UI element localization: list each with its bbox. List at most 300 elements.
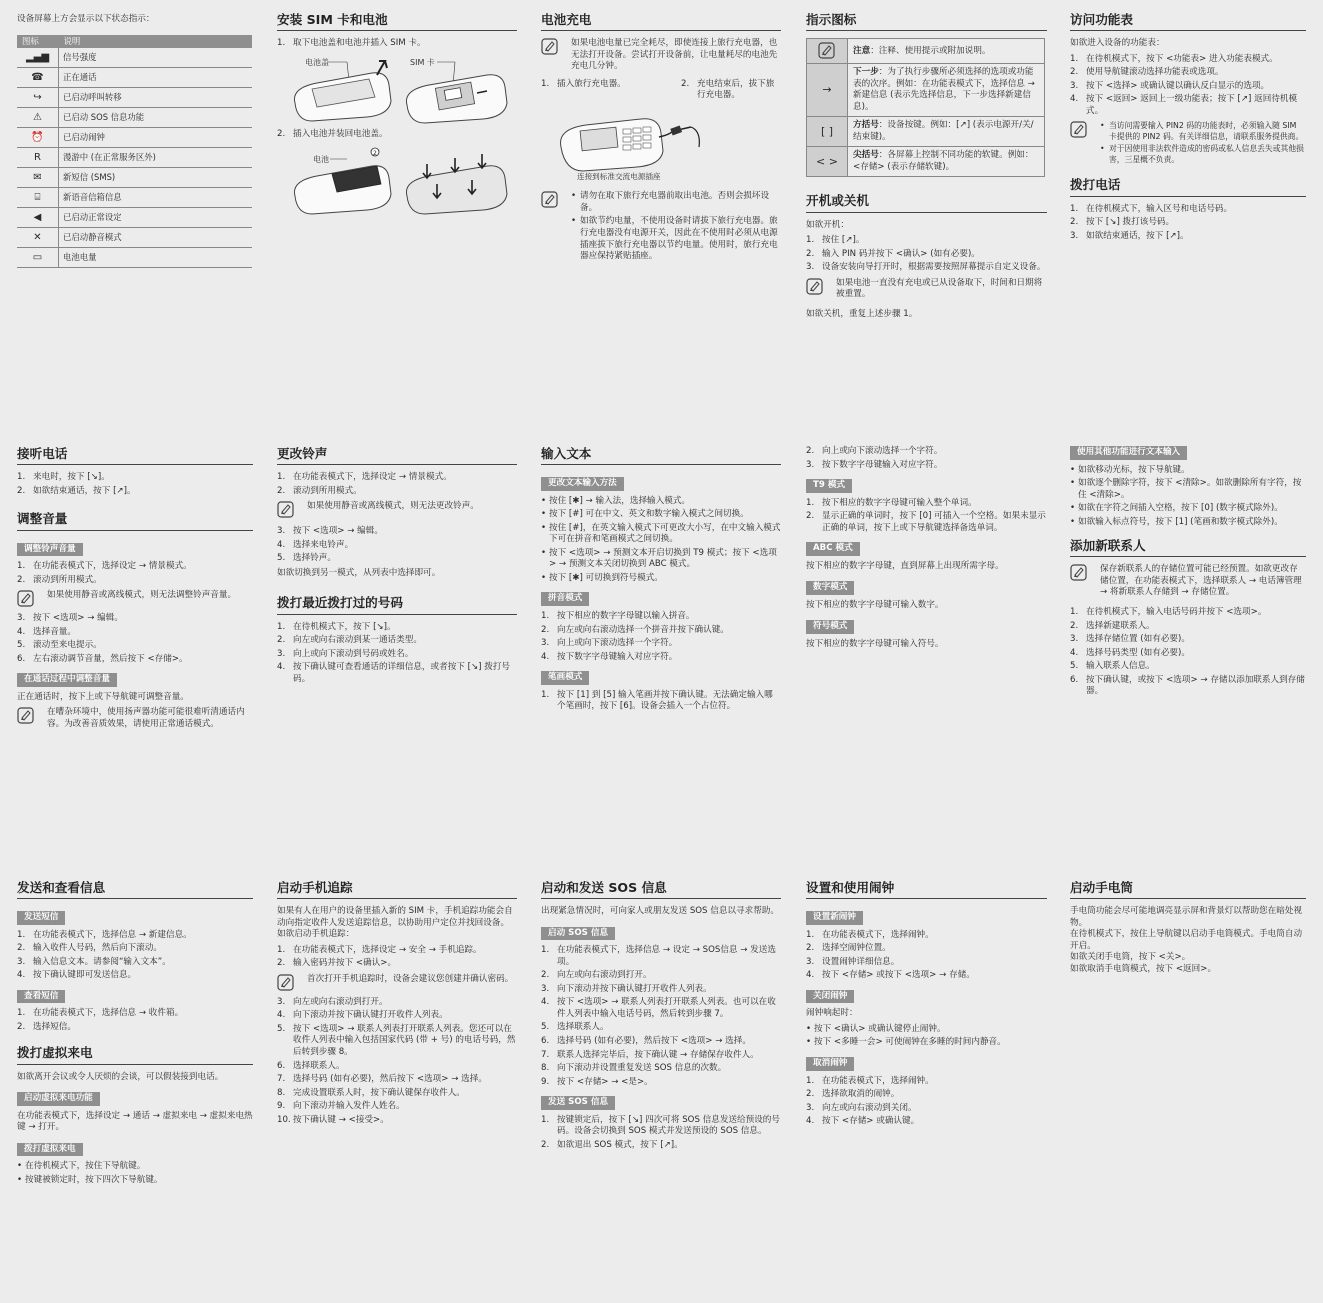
pinyin-step-text: 按下数字字母键输入对应字符。 (557, 651, 678, 662)
note-icon (541, 191, 561, 208)
other-text: 如欲移动光标，按下导航键。 (1078, 464, 1190, 475)
menu-steps (1070, 54, 1306, 118)
note-icon (17, 707, 37, 724)
number-text: 按下相应的数字字母键可输入数字。 (806, 599, 944, 610)
alarm-sub-stop: 关闭闹钟 (806, 990, 854, 1004)
t9-step: 2. 显示正确的单词时，按下 [0] 可插入一个空格。如果未显示正确的单词，按下上或下导航键选择备选单词。 (806, 511, 1046, 533)
sos-step-text: 向左或向右滚动到打开。 (557, 970, 652, 981)
stroke-step-text: 按下数字字母键输入对应字符。 (822, 459, 943, 470)
msg-send-step: 1. 在功能表模式下，选择信息 → 新建信息。 (17, 929, 192, 940)
sos-send-text: 如欲退出 SOS 模式，按下 [↗]。 (557, 1139, 683, 1150)
symbol-text: 按下相应的数字字母键可输入符号。 (806, 638, 944, 649)
fake-intro: 如欲离开会议或令人厌烦的会谈，可以假装接到电话。 (17, 1071, 224, 1082)
alarm-stop-item: • 按下 <多睡一会> 可使闹钟在多睡的时间内静音。 (806, 1037, 1006, 1048)
volume-note-2 (17, 707, 253, 730)
msg-sub-send: 发送短信 (17, 911, 65, 925)
voicemail-icon: ⌸ (17, 187, 59, 207)
indicator-lead: 尖括号 (853, 150, 879, 161)
power-step-text: 输入 PIN 码并按下 <确认> (如有必要)。 (822, 248, 980, 259)
volume-step: 6. 左右滚动调节音量，然后按下 <存储>。 (17, 653, 188, 664)
status-label: 已启动呼叫转移 (59, 87, 253, 107)
tracker-step: 10. 按下确认键 → <接受>。 (277, 1114, 389, 1125)
pinyin-step-text: 向上或向下滚动选择一个字符。 (557, 638, 678, 649)
sim-step-1-text: 取下电池盖和电池并插入 SIM 卡。 (293, 38, 426, 49)
fake-list (17, 1161, 253, 1186)
messages-fakecall-section (17, 880, 253, 1189)
torch-title: 启动手电筒 (1070, 880, 1306, 899)
sos-step: 2. 向左或向右滚动到打开。 (541, 970, 652, 981)
status-col-desc: 说明 (59, 35, 253, 48)
tracker-step: 8. 完成设置联系人时，按下确认键保存收件人。 (277, 1087, 465, 1098)
pinyin-step: 3. 向上或向下滚动选择一个字符。 (541, 638, 678, 649)
ringtone-step: 4. 选择来电铃声。 (277, 539, 354, 550)
fake-item: • 在待机模式下，按住下导航键。 (17, 1161, 146, 1172)
alarm-set-text: 设置闹钟详细信息。 (822, 956, 900, 967)
alarm-set-text: 在功能表模式下，选择闹钟。 (822, 929, 934, 940)
other-contact-section (1070, 446, 1306, 701)
battery-charge-section (541, 12, 781, 271)
flashlight-section (1070, 880, 1306, 975)
sos-send-text: 按键锁定后，按下 [↘] 四次可将 SOS 信息发送给预设的号码。设备会切换到 SOS 模式并发送预设的 SOS 信息。 (557, 1114, 780, 1137)
call-divert-icon: ↪ (17, 87, 59, 107)
contact-title: 添加新联系人 (1070, 538, 1306, 557)
alarm-set-steps (806, 930, 1047, 982)
status-intro: 设备屏幕上方会显示以下状态指示： (17, 14, 155, 24)
ringtone-step-text: 按下 <选项> → 编辑。 (293, 526, 383, 537)
tracker-step-text: 向左或向右滚动到打开。 (293, 996, 388, 1007)
text-input-continued-section (806, 446, 1047, 654)
recent-step: 3. 向上或向下滚动到号码或姓名。 (277, 648, 414, 659)
recent-step: 2. 向左或向右滚动到某一通话类型。 (277, 635, 422, 646)
volume-step-text: 滚动至来电提示。 (33, 640, 102, 651)
call-step: 1. 在待机模式下，输入区号和电话号码。 (1070, 203, 1233, 214)
volume-title: 调整音量 (17, 511, 253, 530)
contact-step: 3. 选择存储位置 (如有必要)。 (1070, 634, 1190, 645)
volume-note-1-text: 如果使用静音或离线模式，则无法调整铃声音量。 (47, 590, 237, 601)
tracker-step-text: 向下滚动并按下确认键打开收件人列表。 (293, 1010, 448, 1021)
tracker-title: 启动手机追踪 (277, 880, 517, 899)
msg-view-step: 1. 在功能表模式下，选择信息 → 收件箱。 (17, 1008, 184, 1019)
status-table (17, 35, 252, 268)
contact-step-text: 在待机模式下，输入电话号码并按下 <选项>。 (1086, 607, 1267, 617)
power-note-text: 如果电池一直没有充电或已从设备取下，时间和日期将被重置。 (836, 277, 1043, 300)
status-label: 信号强度 (59, 48, 253, 68)
fake-text: 按键被锁定时，按下四次下导航键。 (25, 1174, 163, 1185)
menu-step-text: 按下 <选择> 或确认键以确认反白显示的选项。 (1086, 80, 1270, 91)
other-text: 如欲在字符之间插入空格，按下 [0] (数字模式除外)。 (1078, 503, 1283, 514)
tracker-step: 6. 选择联系人。 (277, 1060, 345, 1071)
sim-step-1: 1. 取下电池盖和电池并插入 SIM 卡。 (277, 38, 426, 49)
answer-steps (17, 472, 253, 497)
sos-step-text: 选择联系人。 (557, 1022, 609, 1033)
status-col-icon: 图标 (17, 35, 59, 48)
cover-label: 电池盖 (305, 57, 329, 67)
svg-text:2: 2 (373, 149, 377, 157)
answer-step-text: 来电时，按下 [↘]。 (33, 472, 110, 483)
tracker-step-text: 在功能表模式下，选择设定 → 安全 → 手机追踪。 (293, 944, 482, 955)
power-step: 3. 设备安装向导打开时，根据需要按照屏幕提示自定义设备。 (806, 262, 1046, 273)
recent-title: 拨打最近拨打过的号码 (277, 595, 517, 614)
pinyin-step: 4. 按下数字字母键输入对应字符。 (541, 651, 678, 662)
msg-send-step: 4. 按下确认键即可发送信息。 (17, 970, 137, 981)
stroke-steps (541, 690, 781, 713)
status-label: 已启动正常设定 (59, 207, 253, 227)
sos-step-text: 在功能表模式下，选择信息 → 设定 → SOS信息 → 发送选项。 (557, 945, 776, 967)
text-sub-change: 更改文本输入方法 (541, 477, 624, 491)
torch-line: 如欲取消手电筒模式，按下 <返回>。 (1070, 963, 1217, 974)
recent-step: 1. 在待机模式下，按下 [↘]。 (277, 621, 396, 632)
sos-step: 3. 向下滚动并按下确认键打开收件人列表。 (541, 983, 712, 994)
tracker-note-text: 首次打开手机追踪时，设备会建议您创建并确认密码。 (307, 973, 514, 984)
recent-step-text: 向上或向下滚动到号码或姓名。 (293, 648, 414, 659)
t9-step: 1. 按下相应的数字字母键可输入整个单词。 (806, 497, 977, 508)
sos-steps-1 (541, 945, 781, 1088)
ringtone-note (277, 501, 517, 518)
volume-step-text: 按下 <选项> → 编辑。 (33, 613, 123, 624)
ringtone-steps-2 (277, 526, 517, 565)
ringtone-recent-section (277, 446, 517, 688)
ringtone-step-text: 在功能表模式下，选择设定 → 情景模式。 (293, 472, 452, 483)
menu-intro: 如欲进入设备的功能表： (1070, 38, 1165, 49)
status-label: 已启动闹钟 (59, 127, 253, 147)
indicator-lead: 注意 (853, 45, 871, 56)
note-icon (806, 278, 826, 295)
sim-label: SIM 卡 (410, 57, 435, 67)
sos-step-text: 联系人选择完毕后，按下确认键 → 存储保存收件人。 (557, 1049, 759, 1060)
volume-note-1 (17, 590, 253, 607)
contact-step-text: 选择新建联系人。 (1086, 620, 1155, 631)
normal-profile-icon: ◀ (17, 207, 59, 227)
ringtone-outro: 如欲切换到另一模式，从列表中选择即可。 (277, 567, 441, 578)
stroke-step-text: 按下 [1] 到 [5] 输入笔画并按下确认键。无法确定输入哪个笔画时，按下 [6]。设备会插入一个占位符。 (557, 689, 773, 712)
menu-title: 访问功能表 (1070, 12, 1306, 31)
abc-text: 按下相应的数字字母键，直到屏幕上出现所需字母。 (806, 560, 1004, 571)
sos-step: 4. 按下 <选项> → 联系人列表打开联系人列表。也可以在收件人列表中输入电话号码，然后转到步骤 7。 (541, 997, 776, 1019)
call-step-text: 按下 [↘] 拨打该号码。 (1086, 217, 1175, 228)
contact-step: 2. 选择新建联系人。 (1070, 620, 1155, 631)
sos-title: 启动和发送 SOS 信息 (541, 880, 781, 899)
sos-step-text: 向下滚动并按下确认键打开收件人列表。 (557, 983, 712, 994)
contact-step: 1. 在待机模式下，输入电话号码并按下 <选项>。 (1070, 607, 1267, 617)
volume-note-2-text: 在嘈杂环境中，使用扬声器功能可能很难听清通话内容。为改善音质效果，请使用正常通话模式。 (47, 707, 245, 729)
tracker-step-text: 选择号码 (如有必要)，然后按下 <选项> → 选择。 (293, 1074, 487, 1085)
tracker-steps-1 (277, 945, 517, 970)
torch-line: 如欲关闭手电筒，按下 <关>。 (1070, 952, 1191, 963)
signal-strength-icon: ▂▄▆ (17, 48, 59, 68)
sim-title: 安装 SIM 卡和电池 (277, 12, 517, 31)
sos-step: 7. 联系人选择完毕后，按下确认键 → 存储保存收件人。 (541, 1049, 759, 1060)
menu-note-item: • 当访问需要输入 PIN2 码的功能表时，必须输入随 SIM 卡提供的 PIN2 码。有关详细信息，请联系服务提供商。 (1100, 121, 1304, 141)
sos-section (541, 880, 781, 1154)
sim-insert-illustration (277, 53, 517, 125)
ringtone-step: 2. 滚动到所用模式。 (277, 485, 362, 496)
charge-step-2: 2. 充电结束后，拔下旅行充电器。 (681, 78, 775, 101)
call-step-text: 如欲结束通话，按下 [↗]。 (1086, 230, 1189, 241)
note-icon (807, 39, 848, 64)
other-item: • 如欲移动光标，按下导航键。 (1070, 464, 1190, 475)
status-label: 已启动 SOS 信息功能 (59, 107, 253, 127)
status-label: 新短信 (SMS) (59, 167, 253, 187)
call-step: 3. 如欲结束通话，按下 [↗]。 (1070, 230, 1189, 241)
ringtone-note-text: 如果使用静音或离线模式，则无法更改铃声。 (307, 501, 479, 512)
t9-step-text: 按下相应的数字字母键可输入整个单词。 (822, 497, 977, 508)
alarm-stop-text: 按下 <确认> 或确认键停止闹钟。 (814, 1023, 946, 1034)
call-step: 2. 按下 [↘] 拨打该号码。 (1070, 217, 1175, 228)
text-sub-pinyin: 拼音模式 (541, 592, 589, 606)
alarm-stop-text: 按下 <多睡一会> 可使闹钟在多睡的时间内静音。 (814, 1037, 1006, 1048)
sos-send-step: 1. 按键锁定后，按下 [↘] 四次可将 SOS 信息发送给预设的号码。设备会切换到 SOS 模式并发送预设的 SOS 信息。 (541, 1114, 780, 1137)
charge-warning-1-text: 请勿在取下旅行充电器前取出电池。否则会损坏设备。 (580, 191, 770, 213)
status-label: 已启动静音模式 (59, 227, 253, 247)
menu-note (1070, 121, 1306, 167)
tracker-step: 9. 向下滚动并输入发件人姓名。 (277, 1101, 405, 1112)
menu-note-text: 对于因使用非法软件造成的密码或私人信息丢失或其他损害，三星概不负责。 (1109, 144, 1304, 164)
power-outro: 如欲关机，重复上述步骤 1。 (806, 308, 918, 319)
charge-title: 电池充电 (541, 12, 781, 31)
mobile-tracker-section (277, 880, 517, 1129)
volume-sub-incall: 在通话过程中调整音量 (17, 673, 117, 687)
stroke-step-text: 向上或向下滚动选择一个字符。 (822, 446, 943, 456)
charge-warnings (541, 191, 781, 264)
text-change-text: 按下 [#] 可在中文、英文和数字输入模式之间切换。 (549, 509, 749, 520)
status-label: 漫游中 (在正常服务区外) (59, 147, 253, 167)
indicator-lead: 方括号 (853, 120, 879, 131)
text-change-item: • 按住 [✱] → 输入法，选择输入模式。 (541, 495, 691, 506)
volume-step: 5. 滚动至来电提示。 (17, 640, 102, 651)
menu-step-text: 使用导航键滚动选择功能表或选项。 (1086, 67, 1224, 78)
contact-step-text: 按下确认键，或按下 <选项> → 存储以添加联系人到存储器。 (1086, 674, 1305, 697)
sms-icon: ✉ (17, 167, 59, 187)
volume-step-text: 左右滚动调节音量，然后按下 <存储>。 (33, 653, 188, 664)
alarm-set-step: 3. 设置闹钟详细信息。 (806, 956, 900, 967)
contact-note (1070, 564, 1306, 599)
text-input-section (541, 446, 781, 716)
tracker-step: 5. 按下 <选项> → 联系人列表打开联系人列表。您还可以在收件人列表中输入包括国家代码 (带 + 号) 的电话号码，然后转到步骤 8。 (277, 1023, 516, 1057)
sos-sub-send: 发送 SOS 信息 (541, 1096, 615, 1110)
volume-step-text: 在功能表模式下，选择设定 → 情景模式。 (33, 561, 192, 572)
contact-steps (1070, 607, 1306, 698)
contact-note-text: 保存新联系人的存储位置可能已经预置。如欲更改存储位置，在功能表模式下，选择联系人 → 电话簿管理 → 将新联系人存储到 → 存储位置。 (1100, 564, 1302, 598)
note-icon (277, 501, 297, 518)
stroke-step: 1. 按下 [1] 到 [5] 输入笔画并按下确认键。无法确定输入哪个笔画时，按下 [6]。设备会插入一个占位符。 (541, 689, 773, 712)
volume-step: 1. 在功能表模式下，选择设定 → 情景模式。 (17, 561, 192, 572)
ringtone-step: 3. 按下 <选项> → 编辑。 (277, 526, 383, 537)
volume-step-text: 选择音量。 (33, 626, 76, 637)
ringtone-title: 更改铃声 (277, 446, 517, 465)
indicator-row-next (807, 64, 1045, 117)
text-change-item: • 按下 [#] 可在中文、英文和数字输入模式之间切换。 (541, 509, 749, 520)
tracker-step: 4. 向下滚动并按下确认键打开收件人列表。 (277, 1010, 448, 1021)
contact-step-text: 输入联系人信息。 (1086, 661, 1155, 672)
volume-steps-1 (17, 561, 253, 586)
fake-item: • 按键被锁定时，按下四次下导航键。 (17, 1174, 163, 1185)
msg-send-steps (17, 930, 253, 982)
recent-step-text: 向左或向右滚动到某一通话类型。 (293, 635, 422, 646)
sos-step: 1. 在功能表模式下，选择信息 → 设定 → SOS信息 → 发送选项。 (541, 945, 776, 967)
text-change-item: • 按住 [#]，在英文输入模式下可更改大小写，在中文输入模式下可在拼音和笔画模式之间切换。 (541, 522, 781, 545)
call-steps (1070, 204, 1306, 243)
msg-view-text: 选择短信。 (33, 1021, 76, 1032)
call-icon: ☎ (17, 67, 59, 87)
sos-steps-2 (541, 1115, 781, 1152)
contact-step: 5. 输入联系人信息。 (1070, 661, 1155, 672)
answer-volume-section (17, 446, 253, 736)
sos-step: 6. 选择号码 (如有必要)，然后按下 <选项> → 选择。 (541, 1036, 751, 1046)
pinyin-step-text: 按下相应的数字字母键以输入拼音。 (557, 611, 695, 621)
fake-sub-make: 拨打虚拟来电 (17, 1143, 83, 1157)
charge-steps (541, 79, 781, 107)
sos-step-text: 按下 <存储> → <是>。 (557, 1076, 653, 1087)
fake-activate-text: 在功能表模式下，选择设定 → 通话 → 虚拟来电 → 虚拟来电热键 → 打开。 (17, 1110, 253, 1133)
note-icon (17, 590, 37, 607)
text-sub-symbol: 符号模式 (806, 620, 854, 634)
tracker-intro: 如果有人在用户的设备里插入新的 SIM 卡，手机追踪功能会自动向指定收件人发送追踪信息，以协助用户定位并找回设备。如欲启动手机追踪： (277, 906, 513, 940)
msg-send-step: 3. 输入信息文本。请参阅“输入文本”。 (17, 956, 171, 967)
msg-view-step: 2. 选择短信。 (17, 1021, 76, 1032)
answer-step: 1. 来电时，按下 [↘]。 (17, 472, 110, 483)
msg-sub-view: 查看短信 (17, 990, 65, 1004)
menu-note-text: 当访问需要输入 PIN2 码的功能表时，必须输入随 SIM 卡提供的 PIN2 码。有关详细信息，请联系服务提供商。 (1109, 121, 1304, 141)
tracker-step-text: 按下确认键 → <接受>。 (293, 1114, 389, 1125)
t9-steps (806, 498, 1047, 535)
ringtone-step: 1. 在功能表模式下，选择设定 → 情景模式。 (277, 472, 452, 483)
sos-intro: 出现紧急情况时，可向家人或朋友发送 SOS 信息以寻求帮助。 (541, 906, 779, 917)
tracker-step-text: 按下 <选项> → 联系人列表打开联系人列表。您还可以在收件人列表中输入包括国家代码 (带 + 号) 的电话号码，然后转到步骤 8。 (293, 1023, 516, 1057)
alarm-cancel-text: 按下 <存储> 或确认键。 (822, 1116, 920, 1127)
charge-warning-1: • 请勿在取下旅行充电器前取出电池。否则会损坏设备。 (571, 191, 770, 213)
alarm-cancel-step: 1. 在功能表模式下，选择闹钟。 (806, 1075, 934, 1086)
alarm-set-text: 按下 <存储> 或按下 <选项> → 存储。 (822, 970, 975, 981)
alarm-sub-cancel: 取消闹钟 (806, 1057, 854, 1071)
indicator-text: ：设备按键。例如：[↗] (表示电源开/关/结束键)。 (853, 120, 1034, 142)
ringtone-steps-1 (277, 472, 517, 497)
sos-icon: ⚠ (17, 107, 59, 127)
call-step-text: 在待机模式下，输入区号和电话号码。 (1086, 203, 1233, 214)
indicator-text: ：注释、使用提示或附加说明。 (870, 45, 991, 56)
alarm-icon: ⏰ (17, 127, 59, 147)
sim-battery-section (277, 12, 517, 220)
power-step: 1. 按住 [↗]。 (806, 235, 865, 246)
recent-step-text: 按下确认键可查看通话的详细信息，或者按下 [↘] 拨打号码。 (293, 662, 511, 684)
alarm-sub-set: 设置新闹钟 (806, 911, 863, 925)
power-step: 2. 输入 PIN 码并按下 <确认> (如有必要)。 (806, 248, 980, 259)
battery-insert-illustration (277, 144, 517, 216)
menu-step: 1. 在待机模式下，按下 <功能表> 进入功能表模式。 (1070, 53, 1278, 64)
alarm-cancel-text: 在功能表模式下，选择闹钟。 (822, 1075, 934, 1086)
msg-title: 发送和查看信息 (17, 880, 253, 899)
pinyin-step-text: 向左或向右滚动选择一个拼音并按下确认键。 (557, 624, 729, 635)
note-icon (541, 38, 561, 55)
arrow-right-icon: → (807, 64, 848, 117)
recent-step-text: 在待机模式下，按下 [↘]。 (293, 621, 396, 632)
charge-step-2-text: 充电结束后，拔下旅行充电器。 (697, 78, 775, 101)
charger-illustration (541, 107, 781, 183)
tracker-step: 2. 输入密码并按下 <确认>。 (277, 958, 397, 969)
alarm-set-text: 选择空闹钟位置。 (822, 943, 891, 954)
volume-step: 4. 选择音量。 (17, 626, 76, 637)
answer-step-text: 如欲结束通话，按下 [↗]。 (33, 485, 136, 496)
pinyin-step: 2. 向左或向右滚动选择一个拼音并按下确认键。 (541, 624, 729, 635)
sim-step-2-text: 插入电池并装回电池盖。 (293, 129, 388, 140)
indicator-row-bracket (807, 117, 1045, 147)
text-sub-t9: T9 模式 (806, 479, 852, 493)
text-change-text: 按下 [✱] 可切换到符号模式。 (549, 572, 663, 583)
call-title: 拨打电话 (1070, 177, 1306, 196)
charge-note (541, 38, 781, 73)
ringtone-step: 5. 选择铃声。 (277, 553, 336, 564)
sos-step-text: 按下 <选项> → 联系人列表打开联系人列表。也可以在收件人列表中输入电话号码，然后转到步骤 7。 (557, 997, 776, 1019)
answer-title: 接听电话 (17, 446, 253, 465)
msg-send-text: 在功能表模式下，选择信息 → 新建信息。 (33, 929, 192, 940)
tracker-steps-2 (277, 997, 517, 1126)
ringtone-step-text: 滚动到所用模式。 (293, 485, 362, 496)
alarm-set-step: 2. 选择空闹钟位置。 (806, 943, 891, 954)
power-step-text: 设备安装向导打开时，根据需要按照屏幕提示自定义设备。 (822, 262, 1046, 273)
alarm-cancel-step: 4. 按下 <存储> 或确认键。 (806, 1116, 920, 1127)
alarm-cancel-steps (806, 1076, 1047, 1128)
volume-step-text: 滚动到所用模式。 (33, 574, 102, 585)
alarm-section (806, 880, 1047, 1131)
sos-step: 5. 选择联系人。 (541, 1022, 609, 1033)
alarm-stop-item: • 按下 <确认> 或确认键停止闹钟。 (806, 1023, 946, 1034)
other-text: 如欲逐个删除字符，按下 <清除>。如欲删除所有字符，按住 <清除>。 (1078, 478, 1302, 500)
battery-icon: ▭ (17, 247, 59, 267)
ringtone-step-text: 选择来电铃声。 (293, 539, 354, 550)
sos-step: 9. 按下 <存储> → <是>。 (541, 1076, 653, 1087)
volume-steps-2 (17, 613, 253, 665)
msg-send-text: 输入信息文本。请参阅“输入文本”。 (33, 956, 171, 967)
sos-sub-activate: 启动 SOS 信息 (541, 927, 615, 941)
roaming-icon: R (17, 147, 59, 167)
menu-step: 3. 按下 <选择> 或确认键以确认反白显示的选项。 (1070, 80, 1270, 91)
status-indicators-section (17, 14, 253, 268)
msg-send-text: 按下确认键即可发送信息。 (33, 970, 137, 981)
tracker-step: 1. 在功能表模式下，选择设定 → 安全 → 手机追踪。 (277, 944, 482, 955)
tracker-step-text: 完成设置联系人时，按下确认键保存收件人。 (293, 1087, 465, 1098)
indicator-table (806, 38, 1045, 177)
menu-note-item: • 对于因使用非法软件造成的密码或私人信息丢失或其他损害，三星概不负责。 (1100, 144, 1304, 164)
menu-step-text: 在待机模式下，按下 <功能表> 进入功能表模式。 (1086, 53, 1278, 64)
pinyin-steps (541, 611, 781, 663)
note-icon (1070, 564, 1090, 581)
alarm-title: 设置和使用闹钟 (806, 880, 1047, 899)
indicator-row-angle (807, 147, 1045, 177)
status-label: 新语音信箱信息 (59, 187, 253, 207)
alarm-set-step: 4. 按下 <存储> 或按下 <选项> → 存储。 (806, 970, 975, 981)
text-sub-number: 数字模式 (806, 581, 854, 595)
sim-step-2: 2. 插入电池并装回电池盖。 (277, 129, 388, 140)
sos-step: 8. 向下滚动并设置重复发送 SOS 信息的次数。 (541, 1063, 727, 1074)
charge-step-1: 1. 插入旅行充电器。 (541, 78, 626, 89)
tracker-step: 3. 向左或向右滚动到打开。 (277, 996, 388, 1007)
contact-step-text: 选择存储位置 (如有必要)。 (1086, 634, 1190, 645)
alarm-cancel-text: 向左或向右滚动到关闭。 (822, 1102, 917, 1113)
volume-step: 3. 按下 <选项> → 编辑。 (17, 613, 123, 624)
note-icon (1070, 121, 1090, 138)
other-text: 如欲输入标点符号，按下 [1] (笔画和数字模式除外)。 (1078, 516, 1283, 527)
power-title: 开机或关机 (806, 193, 1047, 212)
status-label: 电池电量 (59, 247, 253, 267)
status-label: 正在通话 (59, 67, 253, 87)
text-title: 输入文本 (541, 446, 781, 465)
power-step-text: 按住 [↗]。 (822, 235, 865, 246)
torch-line: 在待机模式下，按住上导航键以启动手电筒模式。手电筒自动开启。 (1070, 929, 1303, 951)
text-change-list (541, 496, 781, 585)
indicator-icons-section (806, 12, 1047, 324)
tracker-step: 7. 选择号码 (如有必要)，然后按下 <选项> → 选择。 (277, 1074, 487, 1085)
alarm-stop-list (806, 1024, 1047, 1049)
charge-warning-2-text: 如欲节约电量，不使用设备时请拔下旅行充电器。旅行充电器没有电源开关，因此在不使用时必须从电源插座拔下旅行充电器以节约电量。使用时，旅行充电器应保持紧贴插座。 (580, 216, 778, 262)
